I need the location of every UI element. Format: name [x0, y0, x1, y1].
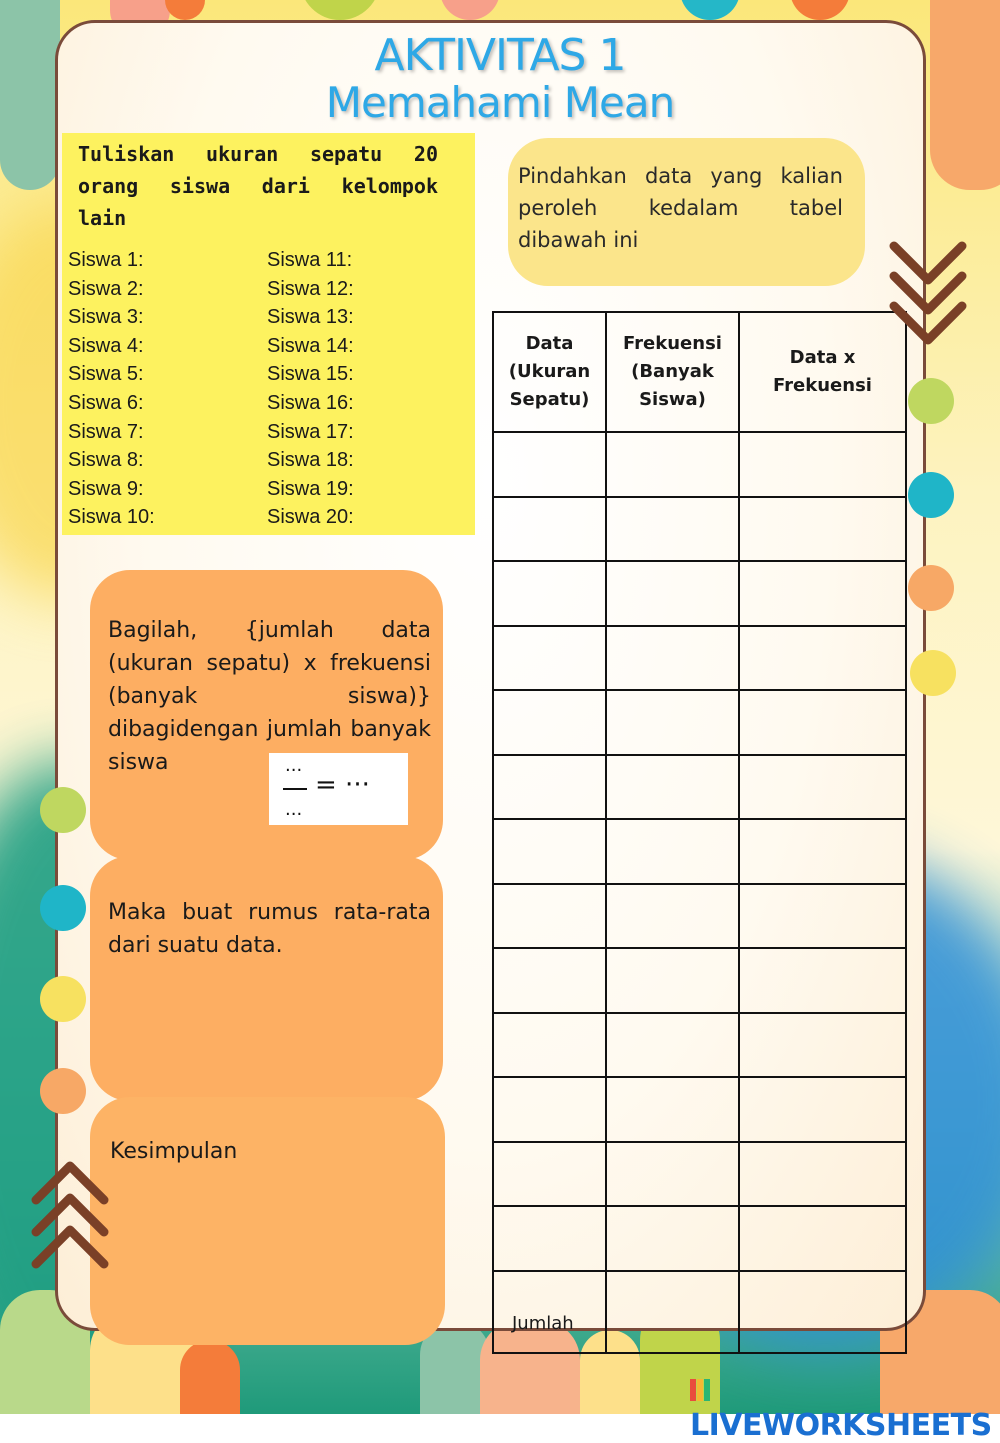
student-label[interactable]: Siswa 7: — [68, 420, 144, 443]
input-cell[interactable] — [606, 948, 739, 1013]
student-list-right — [267, 246, 354, 532]
formula-box — [90, 856, 443, 1101]
input-cell[interactable] — [739, 561, 906, 626]
conclusion-label: Kesimpulan — [110, 1139, 238, 1164]
transfer-note — [508, 138, 865, 286]
input-cell[interactable] — [606, 1013, 739, 1078]
table-row — [493, 690, 906, 755]
total-frekuensi-cell[interactable] — [606, 1271, 739, 1354]
table-row — [493, 819, 906, 884]
input-cell[interactable] — [493, 626, 606, 691]
header-data-x-frekuensi: Data x Frekuensi — [739, 312, 906, 432]
input-cell[interactable] — [493, 755, 606, 820]
chevron-up-icon — [30, 1160, 110, 1280]
student-label[interactable]: Siswa 10: — [68, 506, 155, 529]
student-label[interactable]: Siswa 13: — [267, 306, 354, 329]
table-row — [493, 497, 906, 562]
decor-dot — [908, 565, 954, 611]
student-label[interactable]: Siswa 11: — [267, 249, 353, 271]
table-row — [493, 1013, 906, 1078]
input-cell[interactable] — [606, 561, 739, 626]
frequency-table — [492, 311, 907, 1354]
student-label[interactable]: Siswa 15: — [267, 363, 354, 386]
input-cell[interactable] — [606, 1142, 739, 1207]
chevron-down-icon — [888, 240, 968, 350]
student-label[interactable]: Siswa 17: — [267, 420, 354, 443]
table-row — [493, 1077, 906, 1142]
student-label[interactable]: Siswa 4: — [68, 334, 144, 357]
decor-dot — [910, 650, 956, 696]
input-cell[interactable] — [493, 884, 606, 949]
liveworksheets-icon — [690, 1377, 712, 1403]
input-cell[interactable] — [493, 1206, 606, 1271]
input-cell[interactable] — [739, 1077, 906, 1142]
input-cell[interactable] — [739, 819, 906, 884]
student-list-left — [68, 246, 155, 532]
header-data: Data (Ukuran Sepatu) — [493, 312, 606, 432]
liveworksheets-logo[interactable] — [690, 1373, 1000, 1443]
table-row — [493, 626, 906, 691]
table-row — [493, 1142, 906, 1207]
student-label[interactable]: Siswa 9: — [68, 477, 144, 500]
logo-text: LIVEWORKSHEETS — [690, 1408, 992, 1443]
table-row — [493, 884, 906, 949]
input-cell[interactable] — [739, 755, 906, 820]
input-cell[interactable] — [739, 626, 906, 691]
student-label[interactable]: Siswa 20: — [267, 506, 354, 529]
student-label[interactable]: Siswa 12: — [267, 277, 354, 300]
fraction-input[interactable] — [269, 753, 408, 825]
input-cell[interactable] — [493, 690, 606, 755]
decor-dot — [40, 885, 86, 931]
table-row — [493, 432, 906, 497]
divide-text: Bagilah, {jumlah data (ukuran sepatu) x frekuensi (banyak siswa)} dibagidengan jumlah banyak siswa — [108, 618, 431, 775]
input-cell[interactable] — [606, 690, 739, 755]
fraction-numerator: ... — [285, 755, 303, 776]
page-title: AKTIVITAS 1 — [374, 30, 626, 81]
table-row — [493, 948, 906, 1013]
input-cell[interactable] — [606, 819, 739, 884]
table-row — [493, 755, 906, 820]
input-cell[interactable] — [493, 497, 606, 562]
input-cell[interactable] — [739, 690, 906, 755]
table-total-row — [493, 1271, 906, 1354]
table-row — [493, 1206, 906, 1271]
student-label[interactable]: Siswa 3: — [68, 306, 144, 329]
input-cell[interactable] — [739, 1142, 906, 1207]
decor-dot — [40, 976, 86, 1022]
student-label[interactable]: Siswa 2: — [68, 277, 144, 300]
input-cell[interactable] — [493, 561, 606, 626]
student-label[interactable]: Siswa 14: — [267, 334, 354, 357]
student-label[interactable]: Siswa 8: — [68, 449, 144, 472]
student-label[interactable]: Siswa 1: — [68, 249, 144, 271]
input-cell[interactable] — [739, 432, 906, 497]
decor-dot — [40, 1068, 86, 1114]
instruction-text: Tuliskan ukuran sepatu 20 orang siswa dari kelompok lain — [78, 142, 438, 230]
transfer-note-text: Pindahkan data yang kalian peroleh kedalam tabel dibawah ini — [518, 164, 843, 252]
student-label[interactable]: Siswa 18: — [267, 449, 354, 472]
input-cell[interactable] — [493, 1077, 606, 1142]
student-label[interactable]: Siswa 6: — [68, 391, 144, 414]
decor-dot — [40, 787, 86, 833]
input-cell[interactable] — [606, 626, 739, 691]
fraction-denominator: ... — [285, 799, 303, 820]
fraction-graphic — [269, 753, 408, 825]
total-product-cell[interactable] — [739, 1271, 906, 1354]
table-row — [493, 561, 906, 626]
input-cell[interactable] — [606, 755, 739, 820]
table-header-row — [493, 312, 906, 432]
header-frekuensi: Frekuensi (Banyak Siswa) — [606, 312, 739, 432]
fraction-result: = ··· — [315, 770, 370, 800]
input-cell[interactable] — [606, 884, 739, 949]
student-label[interactable]: Siswa 16: — [267, 391, 354, 414]
input-cell[interactable] — [606, 497, 739, 562]
input-cell[interactable] — [493, 1142, 606, 1207]
input-cell[interactable] — [606, 1206, 739, 1271]
input-cell[interactable] — [493, 819, 606, 884]
input-cell[interactable] — [493, 432, 606, 497]
input-cell[interactable] — [606, 432, 739, 497]
input-cell[interactable] — [739, 948, 906, 1013]
page-subtitle: Memahami Mean — [325, 78, 675, 127]
total-label: Jumlah — [493, 1271, 606, 1354]
student-label[interactable]: Siswa 5: — [68, 363, 144, 386]
input-cell[interactable] — [739, 884, 906, 949]
input-cell[interactable] — [606, 1077, 739, 1142]
student-label[interactable]: Siswa 19: — [267, 477, 354, 500]
input-cell[interactable] — [493, 1013, 606, 1078]
input-cell[interactable] — [493, 948, 606, 1013]
decor-dot — [908, 378, 954, 424]
decor-dot — [908, 472, 954, 518]
input-cell[interactable] — [739, 497, 906, 562]
input-cell[interactable] — [739, 1206, 906, 1271]
formula-text: Maka buat rumus rata-rata dari suatu data. — [108, 900, 431, 958]
input-cell[interactable] — [739, 1013, 906, 1078]
